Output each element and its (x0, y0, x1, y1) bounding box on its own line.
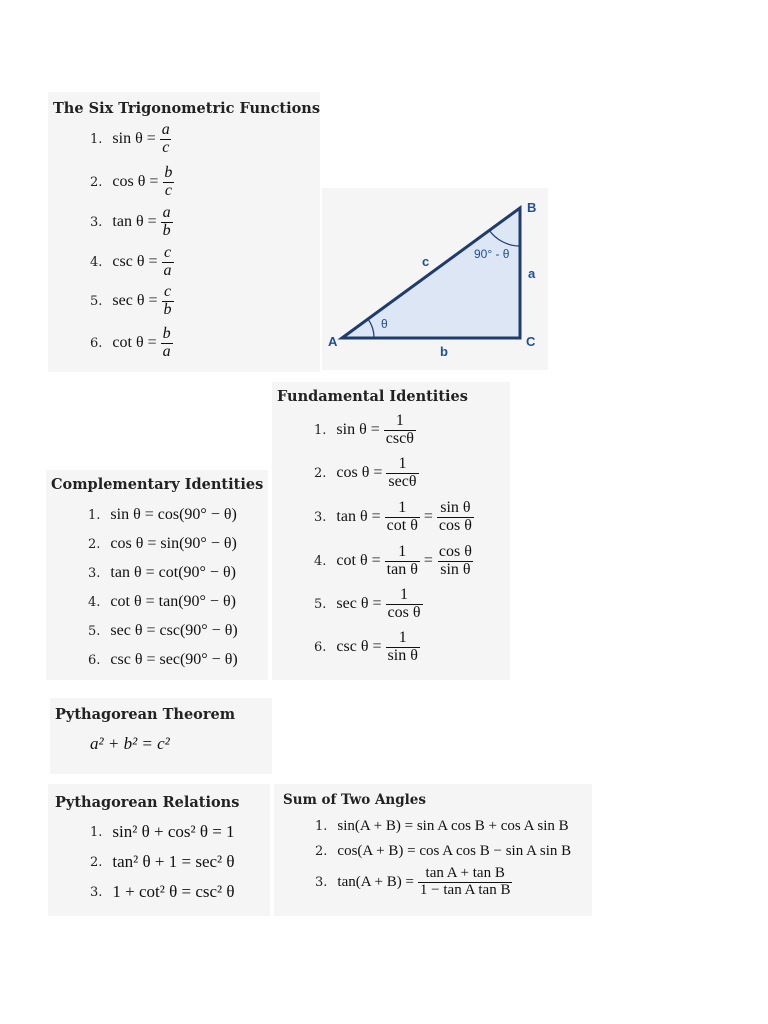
side-b-label: b (440, 344, 448, 359)
numerator: sin θ (440, 499, 471, 516)
pythagorean-relation-3 (90, 882, 235, 902)
formula-lhs: tan(A + B) = (337, 873, 414, 890)
fraction (418, 866, 513, 899)
numerator: cos θ (438, 543, 472, 560)
fundamental-identity-1 (314, 413, 420, 448)
item-number: 2. (314, 465, 327, 481)
item-number: 3. (314, 509, 327, 525)
six-function-3 (90, 205, 177, 240)
item-number: 4. (314, 553, 327, 569)
fraction (162, 245, 174, 280)
complementary-identity-1 (88, 506, 237, 524)
item-number: 5. (88, 623, 101, 639)
fundamental-heading: Fundamental Identities (277, 388, 468, 405)
item-number: 3. (90, 884, 103, 900)
item-number: 1. (315, 819, 328, 834)
denominator: b (163, 300, 172, 318)
formula-text: sec θ = csc(90° − θ) (110, 622, 238, 639)
item-number: 4. (88, 594, 101, 610)
item-number: 6. (314, 639, 327, 655)
formula-text: sin θ = cos(90° − θ) (110, 506, 237, 523)
item-number: 4. (90, 254, 103, 270)
item-number: 6. (88, 652, 101, 668)
denominator: c (162, 138, 170, 156)
numerator: 1 (398, 499, 407, 516)
item-number: 3. (315, 874, 328, 890)
fraction (385, 500, 420, 535)
denominator: sin θ (387, 646, 418, 664)
numerator: c (163, 283, 172, 300)
item-number: 2. (315, 844, 328, 859)
formula-lhs: csc θ = (112, 253, 158, 271)
denominator: 1 − tan A tan B (419, 881, 511, 898)
formula-text: tan² θ + 1 = sec² θ (112, 852, 235, 871)
formula-lhs: tan θ = (336, 508, 381, 526)
fraction (386, 456, 418, 491)
numerator: c (163, 244, 172, 261)
formula-text: sin² θ + cos² θ = 1 (112, 822, 235, 841)
sum-angles-identity-1 (315, 818, 569, 835)
complementary-identity-2 (88, 535, 237, 553)
item-number: 1. (314, 422, 327, 438)
side-a-label: a (528, 266, 536, 281)
numerator: 1 (398, 455, 407, 472)
vertex-b-label: B (527, 200, 537, 215)
six-functions-heading: The Six Trigonometric Functions (53, 100, 321, 117)
item-number: 3. (88, 565, 101, 581)
angle-theta-label: θ (381, 317, 388, 331)
vertex-a-label: A (328, 334, 338, 349)
formula-text: cos θ = sin(90° − θ) (110, 535, 237, 552)
six-function-6 (90, 326, 177, 361)
numerator: b (162, 325, 171, 342)
formula-text: tan θ = cot(90° − θ) (110, 564, 236, 581)
formula-lhs: csc θ = (336, 638, 382, 656)
fraction (437, 500, 474, 535)
formula-lhs: sec θ = (112, 292, 158, 310)
sum-angles-identity-2 (315, 843, 571, 860)
formula-text: sin(A + B) = sin A cos B + cos A sin B (337, 818, 569, 834)
item-number: 5. (90, 293, 103, 309)
numerator: b (164, 164, 173, 181)
formula-lhs: cos θ = (112, 173, 159, 191)
pythagorean-theorem-heading: Pythagorean Theorem (55, 706, 236, 723)
six-functions-panel (48, 92, 320, 372)
numerator: 1 (400, 586, 409, 603)
formula-lhs: sin θ = (112, 130, 156, 148)
vertex-c-label: C (526, 334, 536, 349)
item-number: 6. (90, 335, 103, 351)
denominator: cos θ (438, 516, 472, 534)
numerator: 1 (395, 412, 404, 429)
denominator: a (163, 261, 172, 279)
fraction (161, 205, 173, 240)
numerator: tan A + tan B (425, 865, 505, 881)
formula-text: 1 + cot² θ = csc² θ (112, 882, 235, 901)
fundamental-identity-3 (314, 500, 478, 535)
complementary-heading: Complementary Identities (51, 476, 264, 493)
sum-angles-heading: Sum of Two Angles (283, 792, 426, 808)
fundamental-identity-6 (314, 630, 424, 665)
numerator: 1 (398, 543, 407, 560)
numerator: a (162, 204, 171, 221)
fraction (437, 544, 474, 579)
complementary-identity-3 (88, 564, 236, 582)
fraction (385, 544, 420, 579)
complementary-identity-4 (88, 593, 236, 611)
formula-text: cos(A + B) = cos A cos B − sin A sin B (337, 843, 572, 859)
formula-lhs: tan θ = (112, 213, 157, 231)
item-number: 3. (90, 214, 103, 230)
denominator: cos θ (387, 603, 421, 621)
denominator: b (162, 221, 171, 239)
pythagorean-relation-2 (90, 852, 235, 872)
item-number: 2. (88, 536, 101, 552)
complementary-identity-6 (88, 651, 238, 669)
denominator: a (162, 342, 171, 360)
six-function-1 (90, 122, 176, 157)
sum-angles-identity-3 (315, 866, 516, 899)
formula-lhs: cos θ = (336, 464, 383, 482)
equals-sign: = (423, 508, 433, 526)
fundamental-identity-2 (314, 456, 423, 491)
fraction (162, 165, 174, 200)
fraction (384, 413, 416, 448)
pythagorean-relations-heading: Pythagorean Relations (55, 794, 240, 811)
fraction (386, 630, 420, 665)
item-number: 5. (314, 596, 327, 612)
fraction (162, 284, 174, 319)
item-number: 1. (88, 507, 101, 523)
six-function-5 (90, 284, 178, 319)
formula-text: cot θ = tan(90° − θ) (110, 593, 236, 610)
numerator: 1 (398, 629, 407, 646)
formula-text: a² + b² = c² (90, 734, 170, 753)
item-number: 2. (90, 854, 103, 870)
fraction (160, 122, 172, 157)
numerator: a (161, 121, 170, 138)
pythagorean-theorem-formula (90, 734, 170, 754)
six-function-4 (90, 245, 178, 280)
equals-sign: = (423, 552, 433, 570)
denominator: secθ (388, 472, 417, 490)
complementary-identity-5 (88, 622, 238, 640)
fundamental-identity-4 (314, 544, 478, 579)
formula-lhs: sec θ = (336, 595, 382, 613)
triangle-shape (342, 208, 520, 338)
side-c-label: c (422, 254, 430, 269)
right-triangle-diagram (322, 188, 548, 370)
six-function-2 (90, 165, 178, 200)
denominator: cot θ (386, 516, 418, 534)
fundamental-identity-5 (314, 587, 427, 622)
denominator: sin θ (440, 560, 471, 578)
formula-lhs: sin θ = (336, 421, 380, 439)
item-number: 1. (90, 824, 103, 840)
fraction (161, 326, 173, 361)
fraction (386, 587, 423, 622)
item-number: 2. (90, 174, 103, 190)
denominator: c (164, 181, 172, 199)
denominator: cscθ (385, 429, 414, 447)
denominator: tan θ (386, 560, 418, 578)
formula-text: csc θ = sec(90° − θ) (110, 651, 238, 668)
formula-lhs: cot θ = (336, 552, 381, 570)
angle-90-minus-theta-label: 90° - θ (474, 247, 510, 261)
item-number: 1. (90, 131, 103, 147)
pythagorean-relation-1 (90, 822, 235, 842)
formula-lhs: cot θ = (112, 334, 157, 352)
